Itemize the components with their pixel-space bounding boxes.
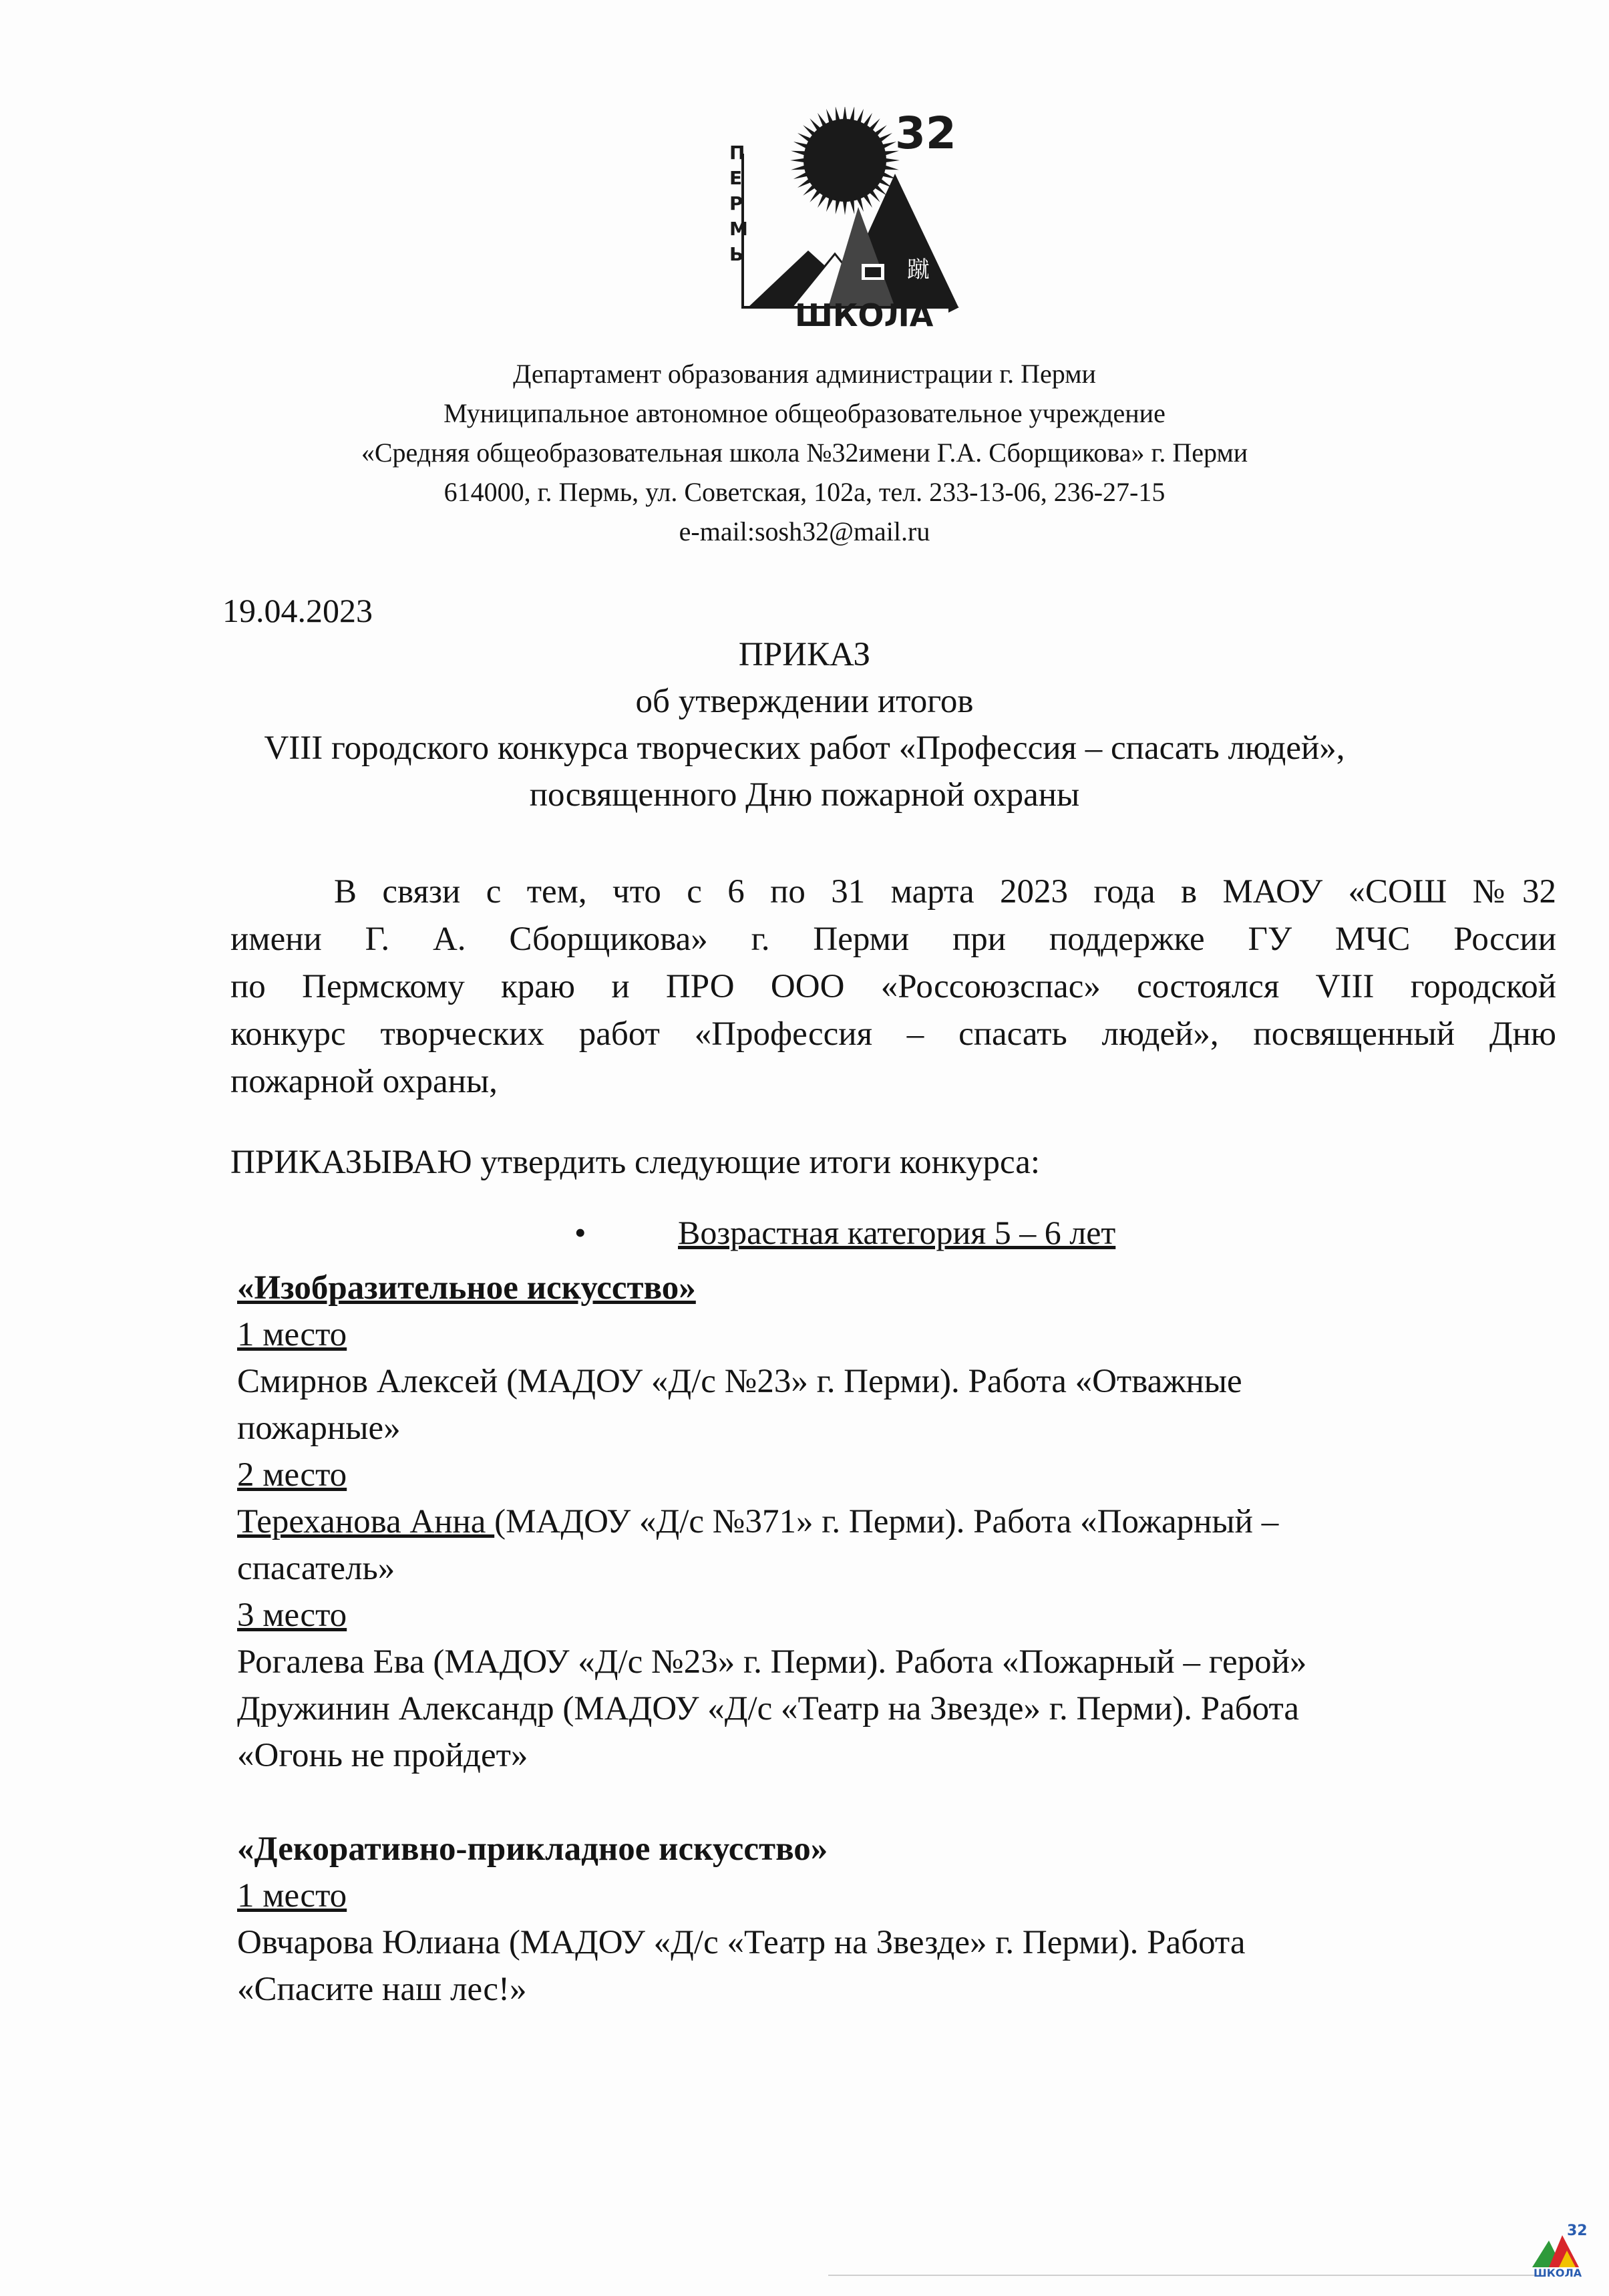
- winner-name: Тереханова Анна: [237, 1503, 495, 1540]
- winner-entry: «Огонь не пройдет»: [237, 1737, 528, 1774]
- logo-ray: [850, 107, 855, 123]
- preamble-line: имени Г. А. Сборщикова» г. Перми при поддержке ГУ МЧС России: [230, 921, 1556, 958]
- footer-divider: [828, 2275, 1536, 2276]
- header-department: Департамент образования администрации г. Перми: [513, 359, 1096, 389]
- logo-school-text: ШКОЛА: [795, 297, 934, 327]
- logo-ray: [868, 118, 880, 132]
- section-title-fine-art: «Изобразительное искусство»: [237, 1269, 696, 1307]
- order-subject-line: VIII городского конкурса творческих работ «Профессия – спасать людей»,: [264, 729, 1345, 767]
- logo-ray: [843, 199, 848, 215]
- logo-ray: [868, 188, 880, 202]
- logo-ray: [880, 142, 896, 150]
- header-email: e-mail:sosh32@mail.ru: [679, 516, 930, 546]
- bullet-icon: •: [574, 1214, 586, 1251]
- logo-ray: [882, 165, 898, 170]
- place-label: 3 место: [237, 1597, 347, 1634]
- winner-entry: спасатель»: [237, 1550, 395, 1587]
- order-subject-line: об утверждении итогов: [635, 683, 974, 720]
- order-heading: ПРИКАЗ: [738, 636, 871, 673]
- logo-ray: [790, 158, 806, 163]
- header-school-name: «Средняя общеобразовательная школа №32имени Г.А. Сборщикова» г. Перми: [361, 438, 1248, 468]
- winner-entry: «Спасите наш лес!»: [237, 1971, 527, 2008]
- logo-ray: [793, 142, 810, 150]
- logo-ray: [793, 172, 810, 180]
- header-institution-type: Муниципальное автономное общеобразовательное учреждение: [443, 398, 1166, 428]
- logo-ray: [836, 198, 841, 214]
- section-title-decorative-art: «Декоративно-прикладное искусство»: [237, 1830, 828, 1868]
- logo-ray: [843, 107, 848, 122]
- logo-ray: [826, 196, 834, 212]
- logo-letter: Р: [729, 192, 743, 214]
- corner-school-logo: [1526, 2221, 1589, 2277]
- logo-ray: [810, 188, 822, 202]
- logo-ray: [803, 184, 817, 196]
- place-label: 1 место: [237, 1316, 347, 1353]
- svg-text:蹴: 蹴: [907, 257, 930, 283]
- logo-ray: [791, 151, 807, 156]
- logo-ray: [791, 165, 807, 170]
- logo-ray: [873, 125, 887, 137]
- logo-ray: [856, 196, 864, 212]
- results-list: [237, 1265, 1560, 2013]
- preamble-line: по Пермскому краю и ПРО ООО «Россоюзспас» состоялся VIII городской: [230, 968, 1556, 1005]
- document-date: 19.04.2023: [222, 592, 373, 629]
- preamble-line: конкурс творческих работ «Профессия – спасать людей», посвященный Дню: [230, 1015, 1556, 1053]
- header-address: 614000, г. Пермь, ул. Советская, 102а, тел. 233-13-06, 236-27-15: [443, 477, 1166, 507]
- logo-ray: [856, 109, 864, 125]
- winner-entry: Овчарова Юлиана (МАДОУ «Д/с «Театр на Звезде» г. Перми). Работа: [237, 1924, 1246, 1961]
- logo-ray: [836, 107, 841, 123]
- logo-letter: Ь: [729, 243, 744, 265]
- logo-ray: [826, 109, 834, 125]
- winner-entry: Дружинин Александр (МАДОУ «Д/с «Театр на Звезде» г. Перми). Работа: [237, 1690, 1300, 1728]
- age-category-label: Возрастная категория 5 – 6 лет: [678, 1214, 1116, 1251]
- preamble-paragraph: [230, 868, 1556, 1106]
- winner-entry: Рогалева Ева (МАДОУ «Д/с №23» г. Перми). Работа «Пожарный – герой»: [237, 1643, 1307, 1681]
- logo-number: 32: [895, 108, 956, 159]
- winner-details: (МАДОУ «Д/с №371» г. Перми). Работа «Пожарный –: [494, 1503, 1279, 1540]
- preamble-line: В связи с тем, что с 6 по 31 марта 2023 года в МАОУ «СОШ №32: [334, 873, 1556, 911]
- corner-logo-text: ШКОЛА: [1534, 2267, 1582, 2277]
- place-label: 1 место: [237, 1877, 347, 1915]
- school-logo: [728, 107, 975, 327]
- institution-header: [0, 354, 1609, 551]
- logo-ray: [850, 198, 855, 214]
- order-title: [0, 631, 1609, 818]
- logo-ray: [803, 125, 817, 137]
- place-label: 2 место: [237, 1456, 347, 1494]
- winner-entry: Смирнов Алексей (МАДОУ «Д/с №23» г. Перми). Работа «Отважные: [237, 1363, 1242, 1400]
- logo-ray: [810, 118, 822, 132]
- order-statement: ПРИКАЗЫВАЮ утвердить следующие итоги конкурса:: [230, 1144, 1041, 1181]
- winner-entry: пожарные»: [237, 1410, 401, 1447]
- logo-letter: М: [729, 218, 748, 240]
- spacer: [237, 1779, 1560, 1826]
- preamble-line: пожарной охраны,: [230, 1063, 498, 1100]
- logo-letter: Е: [729, 167, 743, 189]
- logo-letter: П: [729, 142, 745, 164]
- winner-entry: [237, 1498, 1560, 1545]
- age-category: [574, 1209, 1115, 1256]
- logo-ray: [873, 184, 887, 196]
- order-subject-line: посвященного Дню пожарной охраны: [529, 776, 1080, 814]
- corner-logo-number: 32: [1567, 2223, 1588, 2239]
